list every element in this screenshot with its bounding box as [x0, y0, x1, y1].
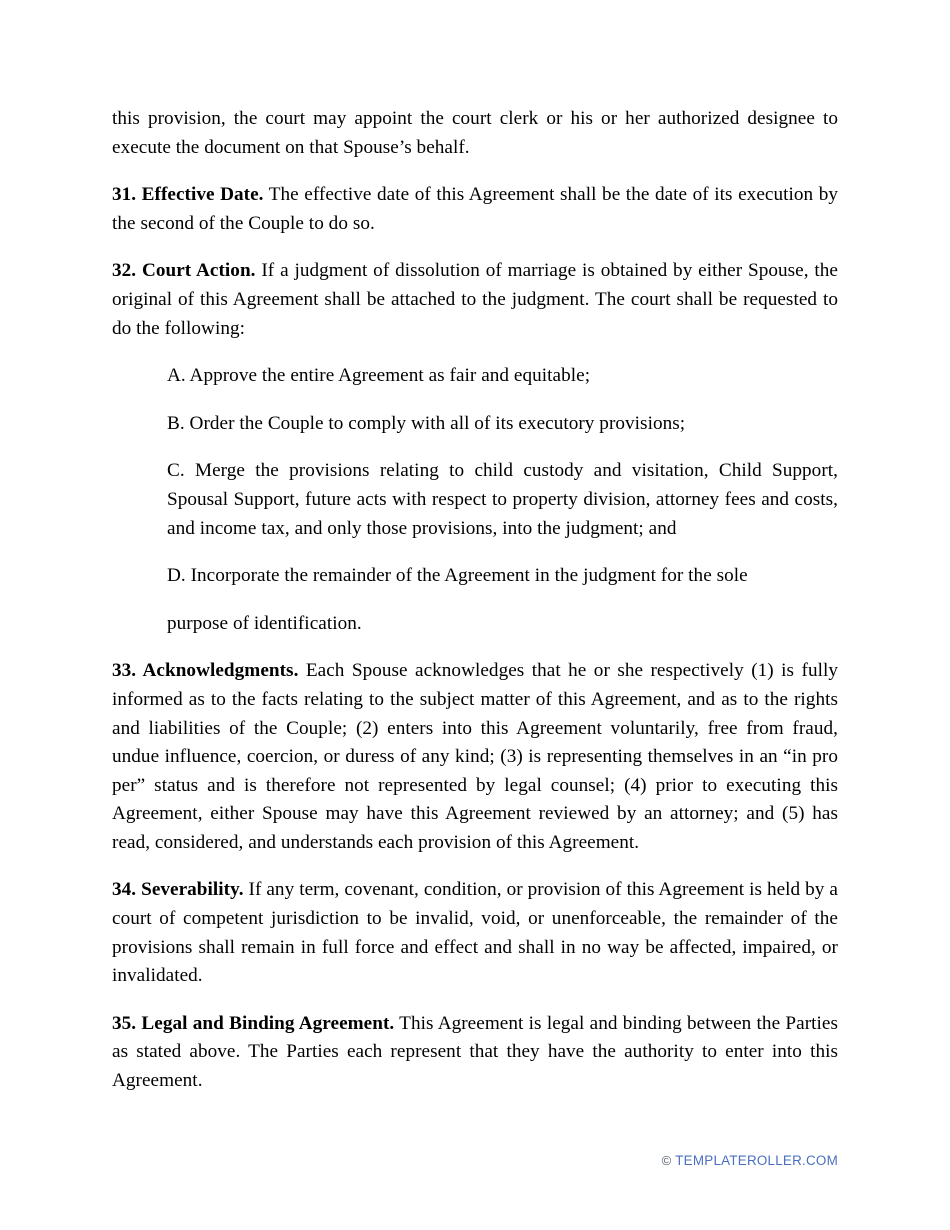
section-heading: 31. Effective Date.	[112, 184, 264, 206]
document-text-column	[112, 105, 838, 1096]
paragraph-item-b: B. Order the Couple to comply with all of its executory provisions;	[167, 412, 686, 434]
paragraph-section-35: 35. Legal and Binding Agreement. This Agreement is legal and binding between the Parties as stated above. The Parties each represent that they have the authority to enter into this Agreement.	[112, 1012, 838, 1092]
section-heading: 35. Legal and Binding Agreement.	[112, 1012, 395, 1034]
paragraph-item-a: A. Approve the entire Agreement as fair and equitable;	[167, 365, 591, 387]
watermark-label: TEMPLATEROLLER.COM	[675, 1153, 838, 1168]
paragraph-section-32: 32. Court Action. If a judgment of dissolution of marriage is obtained by either Spouse, the original of this Agreement shall be attached to the judgment. The court shall be requested to do the following:	[112, 260, 838, 339]
paragraph-item-d: D. Incorporate the remainder of the Agreement in the judgment for the sole	[167, 565, 748, 587]
footer-watermark	[0, 1153, 838, 1168]
paragraph-item-d-continued: purpose of identification.	[167, 612, 362, 634]
paragraph-section-34: 34. Severability. If any term, covenant, condition, or provision of this Agreement is held by a court of competent jurisdiction to be invalid, void, or unenforceable, the remainder of the provisions shall remain in full force and effect and shall in no way be affected, impaired, or invalidated.	[112, 879, 838, 987]
paragraph-section-31: 31. Effective Date. The effective date of this Agreement shall be the date of its execution by the second of the Couple to do so.	[112, 184, 838, 234]
paragraph-section-33: 33. Acknowledgments. Each Spouse acknowledges that he or she respectively (1) is fully informed as to the facts relating to the subject matter of this Agreement, and as to the rights and liabilities of the Couple; (2) enters into this Agreement voluntarily, free from fraud, undue influence, coercion, or duress of any kind; (3) is representing themselves in an “in pro per” status and is therefore not represented by legal counsel; (4) prior to executing this Agreement, either Spouse may have this Agreement reviewed by an attorney; and (5) has read, considered, and understands each provision of this Agreement.	[112, 660, 838, 853]
section-heading: 32. Court Action.	[112, 260, 256, 282]
copyright-icon: ©	[661, 1153, 672, 1168]
paragraph-item-c: C. Merge the provisions relating to child custody and visitation, Child Support, Spousal Support, future acts with respect to property division, attorney fees and costs, and income tax, and only those provisions, into the judgment; and	[167, 460, 838, 539]
section-heading: 33. Acknowledgments.	[112, 660, 299, 682]
paragraph-continuation: this provision, the court may appoint the court clerk or his or her authorized designee to execute the document on that Spouse’s behalf.	[112, 108, 838, 158]
section-heading: 34. Severability.	[112, 879, 244, 901]
